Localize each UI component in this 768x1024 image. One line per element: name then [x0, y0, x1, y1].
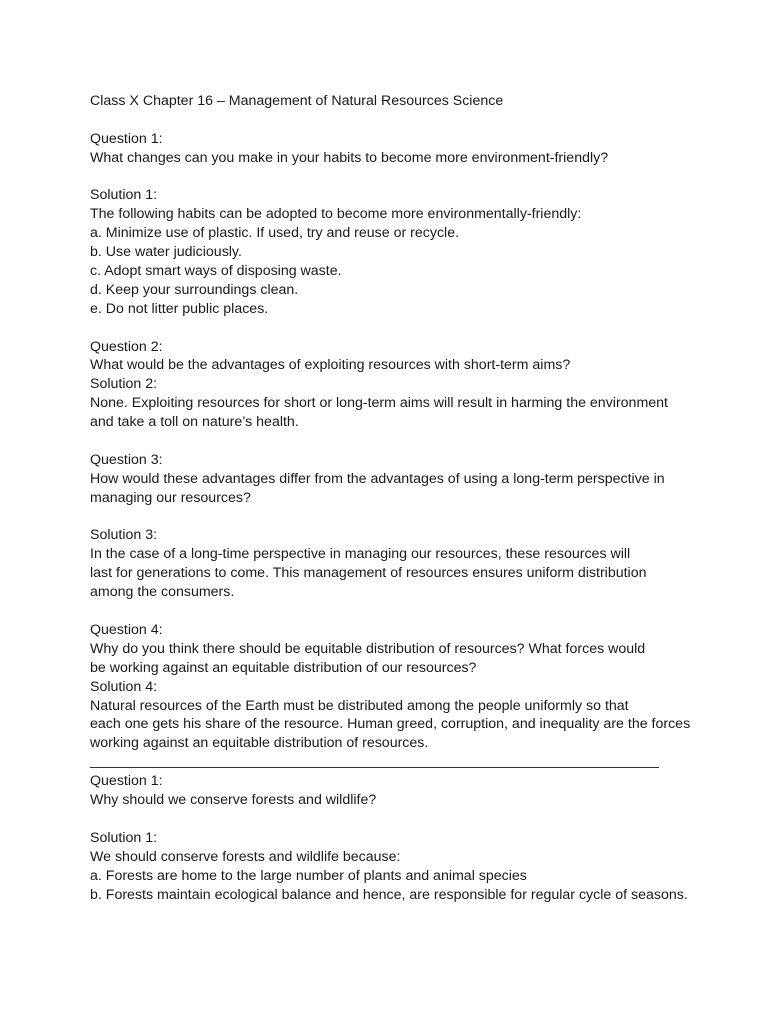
question-text: What would be the advantages of exploiting resources with short-term aims? [90, 357, 571, 374]
solution-text: last for generations to come. This management of resources ensures uniform distribution [90, 565, 647, 582]
solution-text: among the consumers. [90, 584, 235, 601]
solution-text: In the case of a long-time perspective in managing our resources, these resources will [90, 546, 631, 563]
document-title: Class X Chapter 16 – Management of Natural Resources Science [90, 93, 504, 109]
question-text: What changes can you make in your habits to become more environment-friendly? [90, 149, 609, 166]
section-divider [90, 767, 659, 768]
question-label: Question 1: [90, 773, 163, 790]
solution-text: Natural resources of the Earth must be distributed among the people uniformly so that [90, 697, 629, 714]
question-label: Question 1: [90, 130, 163, 147]
solution-text: and take a toll on nature’s health. [90, 414, 299, 431]
list-item: c. Adopt smart ways of disposing waste. [90, 263, 342, 280]
question-text: How would these advantages differ from the advantages of using a long-term perspective in [90, 470, 665, 487]
question-text: managing our resources? [90, 489, 251, 506]
solution-text: None. Exploiting resources for short or long-term aims will result in harming the environment [90, 395, 668, 412]
solution-label: Solution 4: [90, 678, 158, 695]
solution-label: Solution 1: [90, 187, 158, 204]
list-item: a. Forests are home to the large number of plants and animal species [90, 867, 527, 884]
question-label: Question 4: [90, 621, 163, 638]
list-item: a. Minimize use of plastic. If used, try and reuse or recycle. [90, 225, 460, 242]
list-item: d. Keep your surroundings clean. [90, 281, 299, 298]
solution-label: Solution 3: [90, 527, 158, 544]
solution-text: working against an equitable distribution of resources. [90, 735, 429, 752]
question-text: Why do you think there should be equitable distribution of resources? What forces would [90, 640, 646, 657]
question-text: Why should we conserve forests and wildlife? [90, 792, 377, 809]
question-text: be working against an equitable distribution of our resources? [90, 659, 477, 676]
solution-intro: We should conserve forests and wildlife because: [90, 848, 401, 865]
solution-label: Solution 1: [90, 829, 158, 846]
solution-text: each one gets his share of the resource. Human greed, corruption, and inequality are the forces [90, 716, 691, 733]
question-label: Question 2: [90, 338, 163, 355]
document-page [90, 92, 690, 904]
solution-label: Solution 2: [90, 376, 158, 393]
list-item: e. Do not litter public places. [90, 300, 269, 317]
question-label: Question 3: [90, 451, 163, 468]
solution-intro: The following habits can be adopted to become more environmentally-friendly: [90, 206, 582, 223]
list-item: b. Use water judiciously. [90, 244, 242, 261]
list-item: b. Forests maintain ecological balance and hence, are responsible for regular cycle of seasons. [90, 886, 688, 903]
